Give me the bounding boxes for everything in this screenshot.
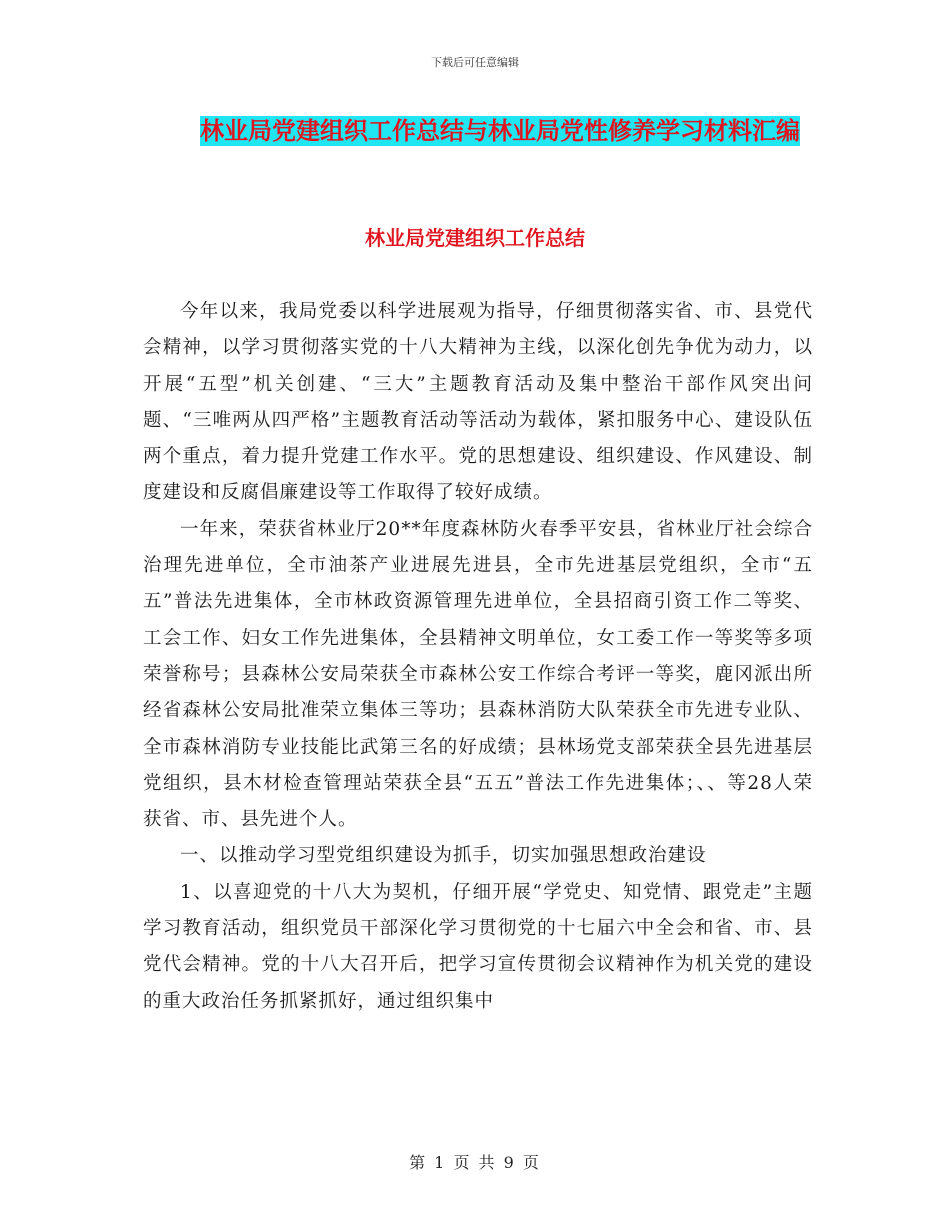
paragraph-2: 一年来，荣获省林业厅20**年度森林防火春季平安县，省林业厅社会综合治理先进单位，全市油茶产业进展先进县，全市先进基层党组织，全市“五五”普法先进集体，全市林政资源管理先进单位，全县招商引资工作二等奖、工会工作、妇女工作先进集体，全县精神文明单位，女工委工作一等奖等多项荣誉称号；县森林公安局荣获全市森林公安工作综合考评一等奖，鹿冈派出所经省森林公安局批准荣立集体三等功；县森林消防大队荣获全市先进专业队、全市森林消防专业技能比武第三名的好成绩；县林场党支部荣获全县先进基层党组织，县木材检查管理站荣获全县“五五”普法工作先进集体；、、等28人荣获省、市、县先进个人。 <box>143 518 813 831</box>
section-title: 林业局党建组织工作总结 <box>365 226 585 250</box>
paragraph-4: 1、以喜迎党的十八大为契机，仔细开展“学党史、知党情、跟党走”主题学习教育活动，组织党员干部深化学习贯彻党的十七届六中全会和省、市、县党代会精神。党的十八大召开后，把学习宣传贯彻会议精神作为机关党的建设的重大政治任务抓紧抓好，通过组织集中 <box>143 881 813 1012</box>
document-title <box>190 110 810 152</box>
paragraph-1: 今年以来，我局党委以科学进展观为指导，仔细贯彻落实省、市、县党代会精神，以学习贯彻落实党的十八大精神为主线，以深化创先争优为动力，以开展“五型”机关创建、“三大”主题教育活动及集中整治干部作风突出问题、“三唯两从四严格”主题教育活动等活动为载体，紧扣服务中心、建设队伍两个重点，着力提升党建工作水平。党的思想建设、组织建设、作风建设、制度建设和反腐倡廉建设等工作取得了较好成绩。 <box>143 301 813 504</box>
document-body <box>143 294 813 1020</box>
page-number-footer: 第 1 页 共 9 页 <box>409 1153 541 1172</box>
paragraph-3-heading: 一、以推动学习型党组织建设为抓手，切实加强思想政治建设 <box>180 845 707 867</box>
page-header-note: 下载后可任意编辑 <box>431 56 519 69</box>
document-title-text: 林业局党建组织工作总结与林业局党性修养学习材料汇编 <box>200 117 800 145</box>
